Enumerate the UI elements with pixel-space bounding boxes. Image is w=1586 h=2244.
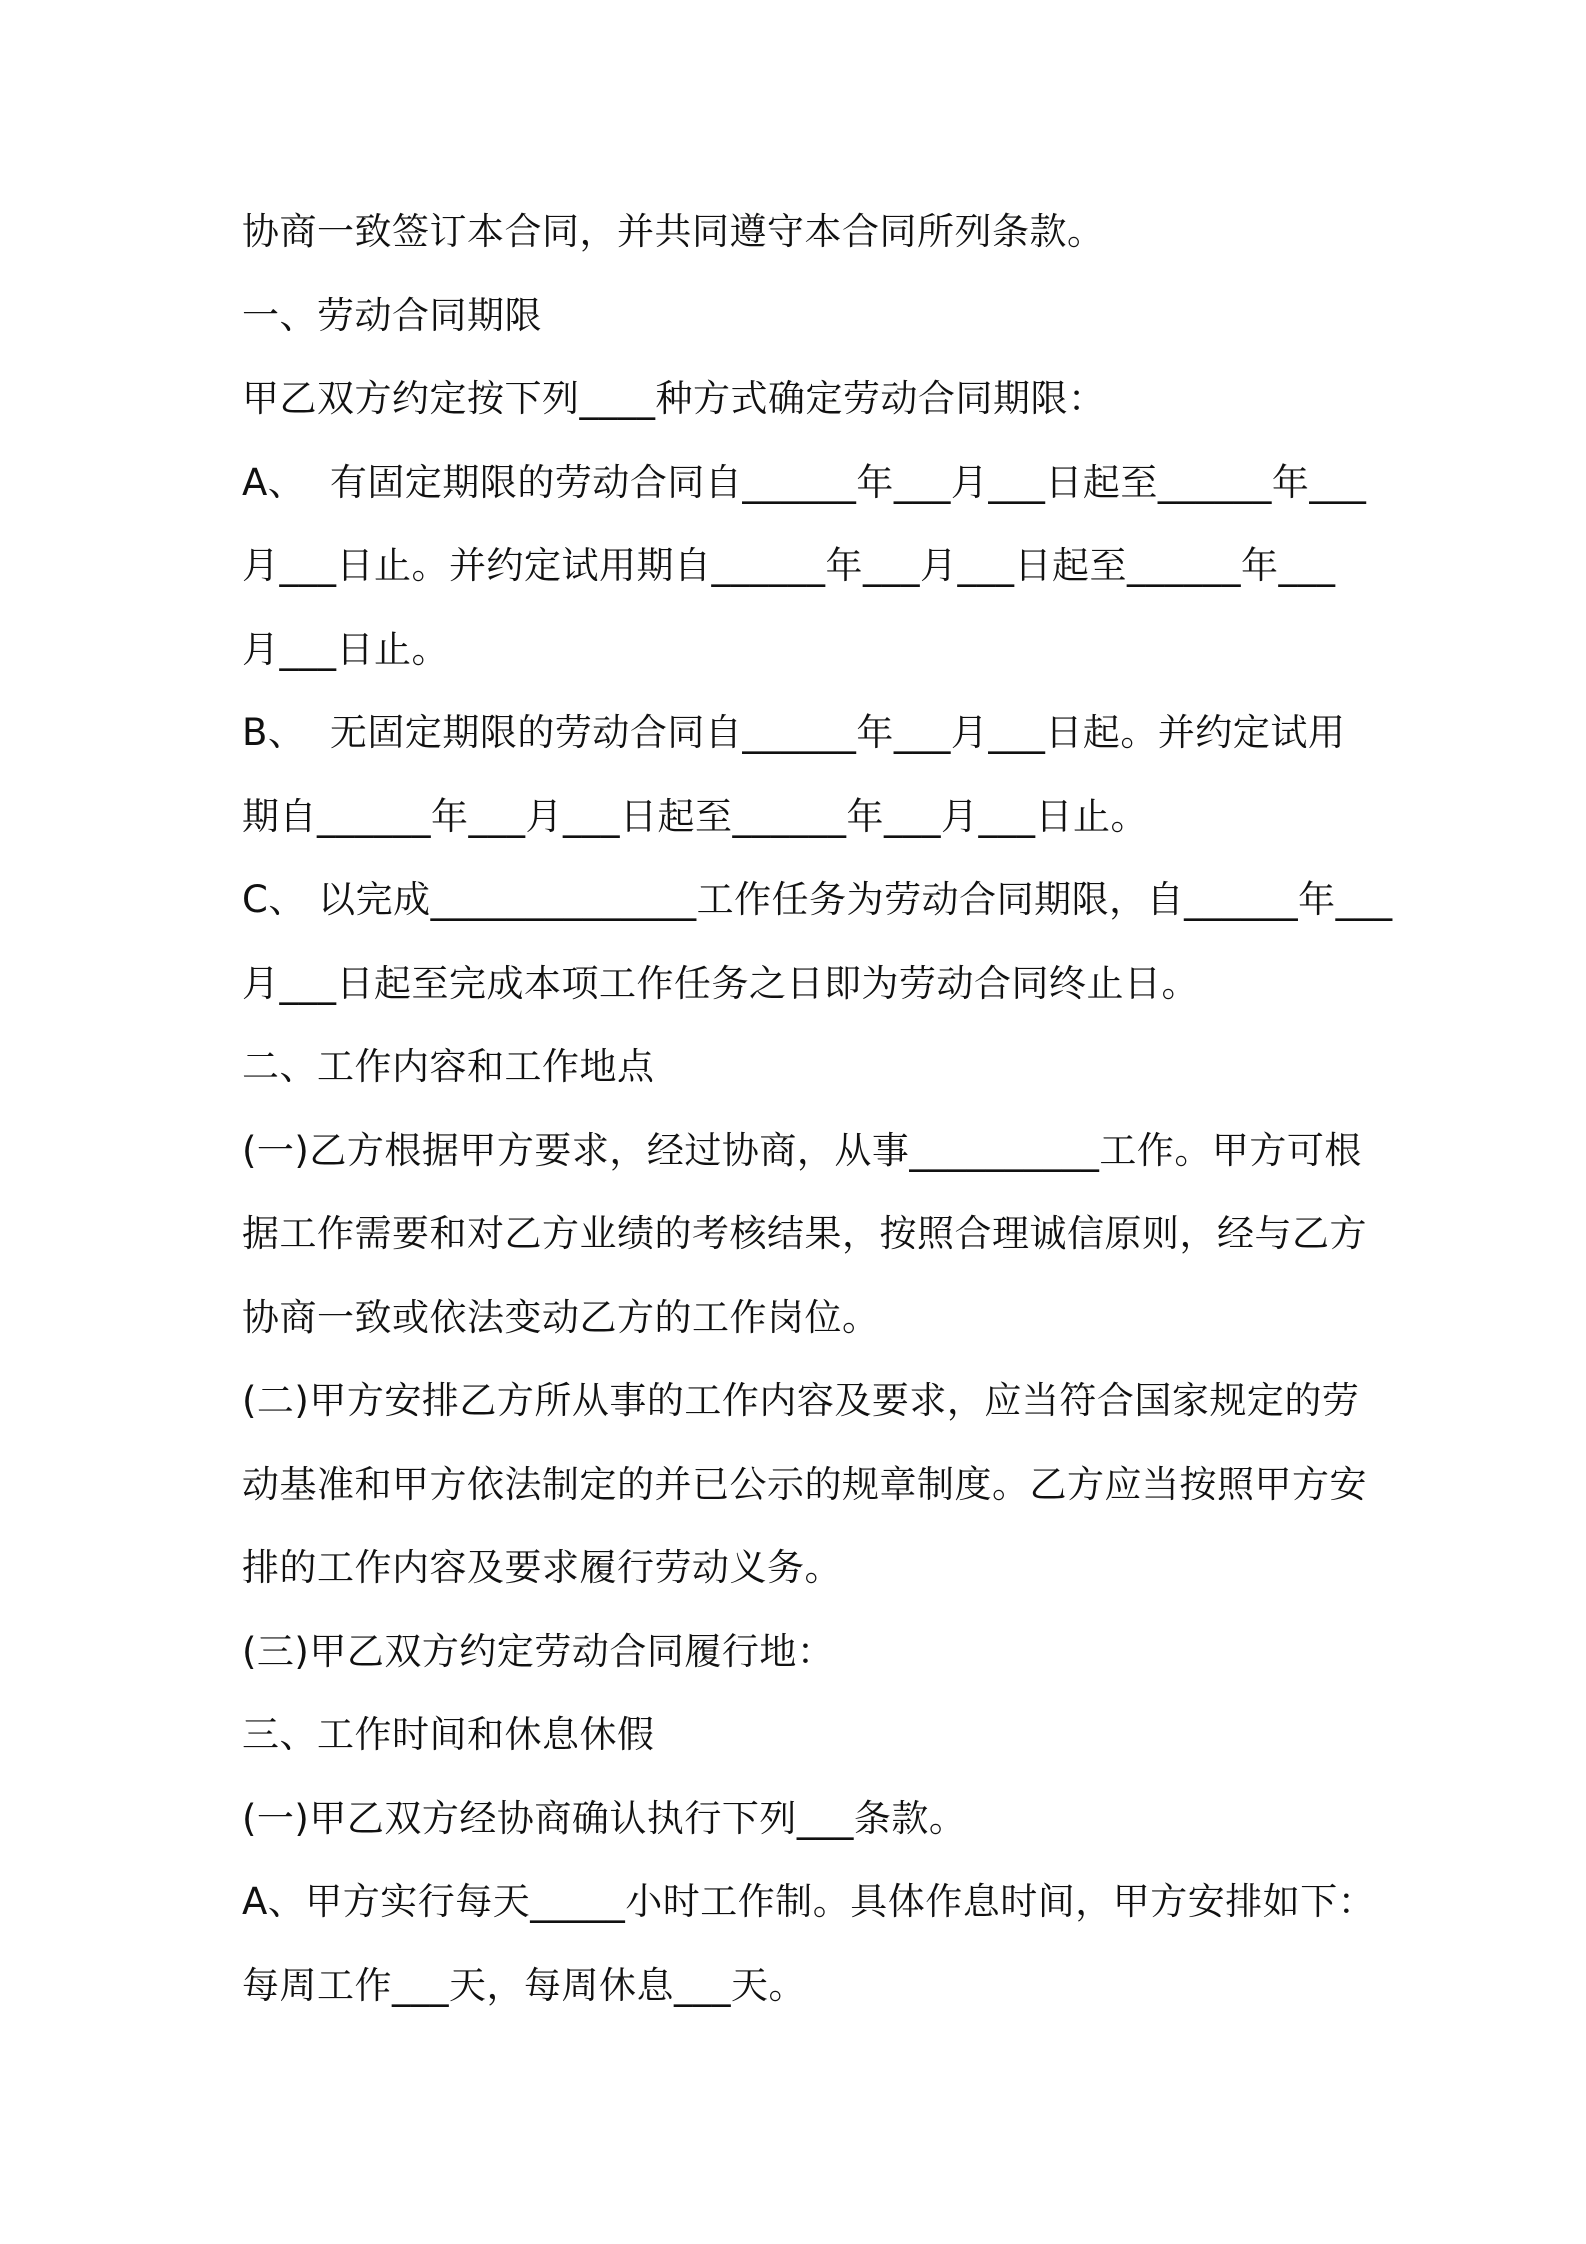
text-line: 协商一致签订本合同，并共同遵守本合同所列条款。 xyxy=(242,210,1105,253)
text-line: C、 以完成______________工作任务为劳动合同期限，自______年___ xyxy=(242,878,1393,921)
text-line: 月___日止。并约定试用期自______年___月___日起至______年___ xyxy=(242,544,1336,587)
text-line: B、 无固定期限的劳动合同自______年___月___日起。并约定试用 xyxy=(242,711,1346,754)
text-line: 甲乙双方约定按下列____种方式确定劳动合同期限： xyxy=(242,377,1106,420)
text-line: (三)甲乙双方约定劳动合同履行地： xyxy=(242,1629,835,1673)
text-line: A、甲方实行每天_____小时工作制。具体作息时间，甲方安排如下： xyxy=(242,1880,1376,1923)
text-line: 月___日起至完成本项工作任务之日即为劳动合同终止日。 xyxy=(242,961,1199,1005)
text-line: 月___日止。 xyxy=(242,627,449,671)
contract-text xyxy=(242,190,1393,2027)
text-line: 协商一致或依法变动乙方的工作岗位。 xyxy=(242,1295,880,1339)
text-line: 排的工作内容及要求履行劳动义务。 xyxy=(242,1546,842,1589)
section-heading: 二、工作内容和工作地点 xyxy=(242,1045,655,1088)
section-heading: 一、劳动合同期限 xyxy=(242,293,542,337)
text-line: (二)甲方安排乙方所从事的工作内容及要求，应当符合国家规定的劳 xyxy=(242,1379,1360,1422)
text-line: 据工作需要和对乙方业绩的考核结果，按照合理诚信原则，经与乙方 xyxy=(242,1212,1367,1255)
section-heading: 三、工作时间和休息休假 xyxy=(242,1713,655,1756)
text-line: A、 有固定期限的劳动合同自______年___月___日起至______年___ xyxy=(242,460,1367,504)
text-line: 动基准和甲方依法制定的并已公示的规章制度。乙方应当按照甲方安 xyxy=(242,1462,1367,1506)
text-line: (一)乙方根据甲方要求，经过协商，从事__________工作。甲方可根 xyxy=(242,1128,1362,1172)
text-line: (一)甲乙双方经协商确认执行下列___条款。 xyxy=(242,1796,967,1840)
text-line: 每周工作___天，每周休息___天。 xyxy=(242,1963,806,2007)
text-line: 期自______年___月___日起至______年___月___日止。 xyxy=(242,794,1148,838)
